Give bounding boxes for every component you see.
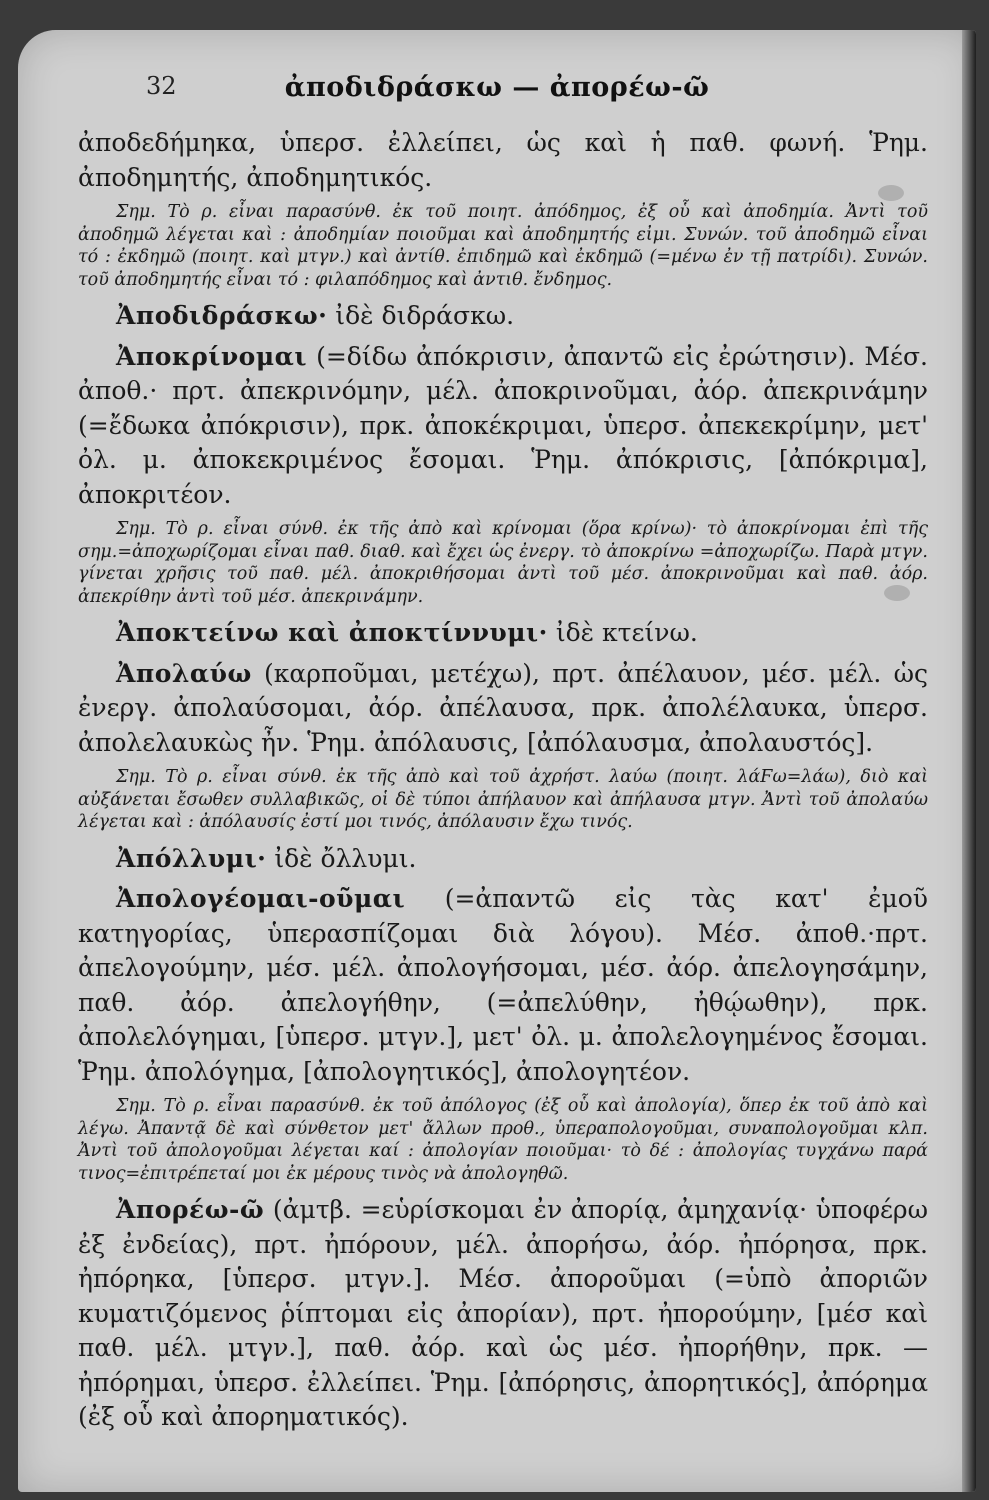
dictionary-entry <box>78 1193 928 1435</box>
dictionary-body <box>78 126 928 1441</box>
entry-text: ἰδὲ ὄλλυμι. <box>266 843 417 873</box>
entry-continuation <box>78 126 928 195</box>
entry-text: (ἀμτβ. =εὑρίσκομαι ἐν ἀπορίᾳ, ἀμηχανίᾳ· ὑποφέρω ἐξ ἐνδείας), πρτ. ἠπόρουν, μέλ. ἀπορήσω, ἀόρ. ἠπόρησα, πρκ. ἠπόρηκα, [ὑπερσ. μτγν.]. Μέσ. ἀποροῦμαι (=ὑπὸ ἀποριῶν κυματιζόμενος ῥίπτομαι εἰς ἀπορίαν), πρτ. ἠπορούμην, [μέσ καὶ παθ. μέλ. μτγν.], παθ. ἀόρ. καὶ ὡς μέσ. ἠπορήθην, πρκ. —ἠπόρημαι, ὑπερσ. ἐλλείπει. Ῥημ. [ἀπόρησις, ἀπορητικός], ἀπόρημα (ἐξ οὗ καὶ ἀπορηματικός). <box>78 1195 928 1431</box>
entry-headword: Ἀπόλλυμι· <box>116 843 267 873</box>
entry-text: (=ἀπαντῶ εἰς τὰς κατ' ἐμοῦ κατηγορίας, ὑπερασπίζομαι διὰ λόγου). Μέσ. ἀποθ.·πρτ. ἀπελογούμην, μέσ. μέλ. ἀπολογήσομαι, μέσ. ἀόρ. ἀπελογησάμην, παθ. ἀόρ. ἀπελογήθην, (=ἀπελύθην, ἠθῴωθην), πρκ. ἀπολελόγημαι, [ὑπερσ. μτγν.], μετ' ὀλ. μ. ἀπολελογημένος ἔσομαι. Ῥημ. ἀπολόγημα, [ἀπολογητικός], ἀπολογητέον. <box>78 884 928 1086</box>
entry-headword: Ἀποκρίνομαι <box>116 341 307 371</box>
dictionary-entry <box>78 882 928 1089</box>
page-number: 32 <box>146 72 177 100</box>
note-text: Σημ. Τὸ ρ. εἶναι παρασύνθ. ἐκ τοῦ ἀπόλογος (ἐξ οὗ καὶ ἀπολογία), ὅπερ ἐκ τοῦ ἀπὸ καὶ λέγω. Ἀπαντᾷ δὲ καὶ σύνθετον μετ' ἄλλων προθ., ὑπεραπολογοῦμαι, συναπολογοῦμαι κλπ. Ἀντὶ τοῦ ἀπολογοῦμαι λέγεται καί : ἀπολογίαν ποιοῦμαι· τὸ δέ : ἀπολογίας τυγχάνω παρά τινος=ἐπιτρέπεταί μοι ἐκ μέρους τινὸς νὰ ἀπολογηθῶ. <box>78 1096 928 1184</box>
entry-headword: Ἀπορέω-ῶ <box>116 1195 265 1224</box>
entry-headword: Ἀπολογέομαι-οῦμαι <box>116 884 406 913</box>
note-text: Σημ. Τὸ ρ. εἶναι σύνθ. ἐκ τῆς ἀπὸ καὶ τοῦ ἀχρήστ. λαύω (ποιητ. λάϜω=λάω), διὸ καὶ αὐξάνεται ἔσωθεν συλλαβικῶς, οἱ δὲ τύποι ἀπήλαυον καὶ ἀπήλαυσα μτγν. Ἀντὶ τοῦ ἀπολαύω λέγεται καὶ : ἀπόλαυσίς ἐστί μοι τινός, ἀπόλαυσιν ἔχω τινός. <box>78 767 928 832</box>
running-head: ἀποδιδράσκω — ἀπορέω-ῶ <box>284 72 710 103</box>
entry-text: ἀποδεδήμηκα, ὑπερσ. ἐλλείπει, ὡς καὶ ἡ παθ. φωνή. Ῥημ. ἀποδημητής, ἀποδημητικός. <box>78 128 928 192</box>
book-page <box>18 30 976 1492</box>
note-text: Σημ. Τὸ ρ. εἶναι παρασύνθ. ἐκ τοῦ ποιητ. ἀπόδημος, ἐξ οὗ καὶ ἀποδημία. Ἀντὶ τοῦ ἀποδημῶ λέγεται καὶ : ἀποδημίαν ποιοῦμαι καὶ ἀποδημητής εἰμι. Συνών. τοῦ ἀποδημῶ εἶναι τό : ἐκδημῶ (ποιητ. καὶ μτγν.) καὶ ἀντίθ. ἐπιδημῶ καὶ ἐκδημῶ (=μένω ἐν τῇ πατρίδι). Συνών. τοῦ ἀποδημητής εἶναι τό : φιλαπόδημος καὶ ἀντιθ. ἔνδημος. <box>78 202 928 290</box>
grammar-note <box>78 201 928 291</box>
note-text: Σημ. Τὸ ρ. εἶναι σύνθ. ἐκ τῆς ἀπὸ καὶ κρίνομαι (ὅρα κρίνω)· τὸ ἀποκρίνομαι ἐπὶ τῆς σημ.=ἀποχωρίζομαι εἶναι παθ. διαθ. καὶ ἔχει ὡς ἐνεργ. τὸ ἀποκρίνω =ἀποχωρίζω. Παρὰ μτγν. γίνεται χρῆσις τοῦ παθ. μέλ. ἀποκριθήσομαι ἀντὶ τοῦ μέσ. ἀποκρινοῦμαι καὶ παθ. ἀόρ. ἀπεκρίθην ἀντὶ τοῦ μέσ. ἀπεκρινάμην. <box>78 519 928 607</box>
dictionary-entry <box>78 340 928 513</box>
entry-text: (=δίδω ἀπόκρισιν, ἀπαντῶ εἰς ἐρώτησιν). Μέσ. ἀποθ.· πρτ. ἀπεκρινόμην, μέλ. ἀποκρινοῦμαι, ἀόρ. ἀπεκρινάμην (=ἔδωκα ἀπόκρισιν), πρκ. ἀποκέκριμαι, ὑπερσ. ἀπεκεκρίμην, μετ' ὀλ. μ. ἀποκεκριμένος ἔσομαι. Ῥημ. ἀπόκρισις, [ἀπόκριμα], ἀποκριτέον. <box>78 341 928 509</box>
entry-text: ἰδὲ κτείνω. <box>547 618 698 647</box>
entry-text: (καρποῦμαι, μετέχω), πρτ. ἀπέλαυον, μέσ. μέλ. ὡς ἐνεργ. ἀπολαύσομαι, ἀόρ. ἀπέλαυσα, πρκ. ἀπολέλαυκα, ὑπερσ. ἀπολελαυκὼς ἦν. Ῥημ. ἀπόλαυσις, [ἀπόλαυσμα, ἀπολαυστός]. <box>78 658 928 757</box>
page-spine-shadow <box>962 30 976 1492</box>
entry-text: ἰδὲ διδράσκω. <box>327 301 515 330</box>
grammar-note <box>78 766 928 834</box>
dictionary-entry <box>78 299 928 334</box>
grammar-note <box>78 1095 928 1185</box>
page-header <box>18 72 976 116</box>
dictionary-entry <box>78 657 928 761</box>
grammar-note <box>78 518 928 608</box>
entry-headword: Ἀποδιδράσκω· <box>116 301 328 330</box>
dictionary-entry <box>78 616 928 651</box>
entry-headword: Ἀποκτείνω καὶ ἀποκτίννυμι· <box>116 618 548 647</box>
entry-headword: Ἀπολαύω <box>116 658 252 688</box>
dictionary-entry <box>78 842 928 877</box>
